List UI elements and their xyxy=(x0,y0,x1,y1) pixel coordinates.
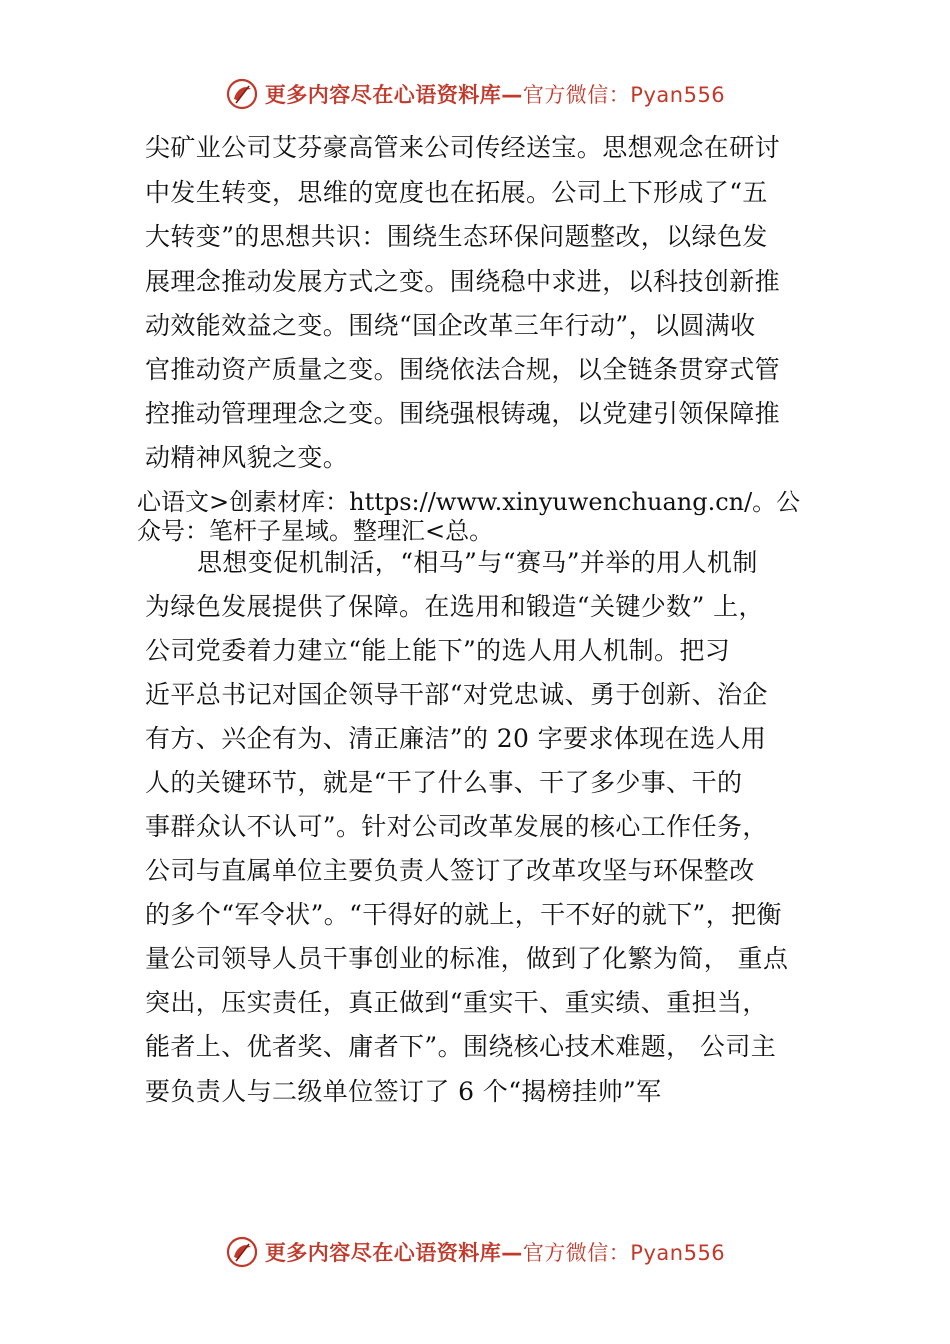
logo-icon xyxy=(225,1235,259,1269)
text-line: 的多个“军令状”。“干得好的就上，干不好的就下”，把衡 xyxy=(145,900,782,929)
text-line: 动精神风貌之变。 xyxy=(145,443,349,472)
text-line: 公司与直属单位主要负责人签订了改革攻坚与环保整改 xyxy=(145,856,755,885)
text-line: 要负责人与二级单位签订了 6 个“揭榜挂帅”军 xyxy=(145,1077,662,1106)
text-line: 官推动资产质量之变。围绕依法合规，以全链条贯穿式管 xyxy=(145,355,781,384)
text-line: 为绿色发展提供了保障。在选用和锻造“关键少数” 上， xyxy=(145,592,764,621)
text-line: 能者上、优者奖、庸者下”。围绕核心技术难题， 公司主 xyxy=(145,1032,777,1061)
text-line: 突出，压实责任，真正做到“重实干、重实绩、重担当， xyxy=(145,988,768,1017)
banner-wechat: 官方微信：Pyan556 xyxy=(522,1241,726,1265)
text-line: 展理念推动发展方式之变。围绕稳中求进，以科技创新推 xyxy=(145,267,781,296)
banner-title: 更多内容尽在心语资料库— xyxy=(264,1241,523,1265)
banner-wechat: 官方微信：Pyan556 xyxy=(522,83,726,107)
text-line: 量公司领导人员干事创业的标准，做到了化繁为简， 重点 xyxy=(145,944,789,973)
header-watermark-banner xyxy=(0,74,950,114)
text-line: 尖矿业公司艾芬豪高管来公司传经送宝。思想观念在研讨 xyxy=(145,133,781,162)
source-line: 心语文>创素材库：https://www.xinyuwenchuang.cn/。公 xyxy=(137,488,801,516)
text-line: 人的关键环节，就是“干了什么事、干了多少事、干的 xyxy=(145,768,743,797)
text-line: 近平总书记对国企领导干部“对党忠诚、勇于创新、治企 xyxy=(145,680,768,709)
text-line: 动效能效益之变。围绕“国企改革三年行动”，以圆满收 xyxy=(145,311,756,340)
source-line: 众号：笔杆子星域。整理汇<总。 xyxy=(137,517,494,545)
text-line: 公司党委着力建立“能上能下”的选人用人机制。把习 xyxy=(145,636,731,665)
text-line: 有方、兴企有为、清正廉洁”的 20 字要求体现在选人用 xyxy=(145,724,767,753)
text-line: 思想变促机制活，“相马”与“赛马”并举的用人机制 xyxy=(197,548,758,577)
text-line: 事群众认不认可”。针对公司改革发展的核心工作任务， xyxy=(145,812,768,841)
footer-watermark-banner xyxy=(0,1232,950,1272)
text-line: 大转变”的思想共识：围绕生态环保问题整改，以绿色发 xyxy=(145,222,768,251)
logo-icon xyxy=(225,77,259,111)
text-line: 控推动管理理念之变。围绕强根铸魂，以党建引领保障推 xyxy=(145,399,781,428)
text-line: 中发生转变，思维的宽度也在拓展。公司上下形成了“五 xyxy=(145,178,768,207)
banner-title: 更多内容尽在心语资料库— xyxy=(264,83,523,107)
